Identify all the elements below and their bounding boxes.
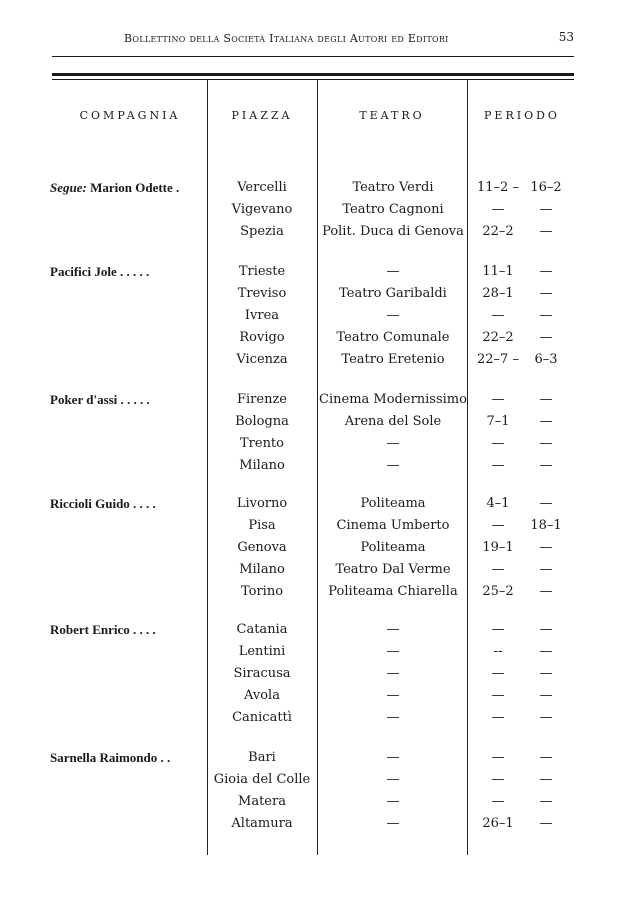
continuation-prefix: Segue: <box>50 180 91 195</box>
piazza-cell: Milano <box>239 562 285 577</box>
piazza-cell: Bari <box>248 750 276 765</box>
teatro-cell: Polit. Duca di Genova <box>322 224 464 239</box>
teatro-cell: — <box>386 750 400 765</box>
piazza-cell: Altamura <box>231 816 293 831</box>
teatro-cell: Arena del Sole <box>344 414 442 429</box>
period-end-cell: — <box>539 584 553 599</box>
piazza-cell: Lentini <box>238 644 286 659</box>
teatro-cell: Politeama Chiarella <box>328 584 458 599</box>
period-start-cell: — <box>491 794 505 809</box>
table-row <box>0 262 631 282</box>
piazza-cell: Genova <box>237 540 287 555</box>
column-header-periodo: PERIODO <box>484 109 560 122</box>
piazza-cell: Treviso <box>237 286 287 301</box>
table-row <box>0 456 631 476</box>
piazza-cell: Catania <box>236 622 288 637</box>
period-start-cell: — <box>491 308 505 323</box>
period-end-cell: — <box>539 688 553 703</box>
piazza-cell: Trento <box>239 436 284 451</box>
period-start-cell: — <box>491 772 505 787</box>
teatro-cell: — <box>386 666 400 681</box>
table-row <box>0 306 631 326</box>
piazza-cell: Vigevano <box>231 202 293 217</box>
table-row <box>0 494 631 514</box>
table-row <box>0 582 631 602</box>
period-start-cell: -- <box>493 644 503 659</box>
piazza-cell: Rovigo <box>239 330 285 345</box>
table-row <box>0 664 631 684</box>
period-start-cell: — <box>491 622 505 637</box>
period-end-cell: — <box>539 392 553 407</box>
period-start-cell: 26–1 <box>482 816 514 831</box>
piazza-cell: Matera <box>238 794 286 809</box>
piazza-cell: Livorno <box>236 496 288 511</box>
piazza-cell: Siracusa <box>233 666 291 681</box>
table-row <box>0 350 631 370</box>
table-row <box>0 434 631 454</box>
piazza-cell: Pisa <box>248 518 276 533</box>
company-name: Pacifici Jole . . . . . <box>50 264 150 279</box>
table-row <box>0 516 631 536</box>
period-end-cell: 18–1 <box>530 518 562 533</box>
piazza-cell: Avola <box>244 688 280 703</box>
teatro-cell: — <box>386 794 400 809</box>
teatro-cell: Teatro Garibaldi <box>339 286 447 301</box>
period-start-cell: — <box>491 436 505 451</box>
teatro-cell: — <box>386 644 400 659</box>
teatro-cell: Teatro Cagnoni <box>342 202 444 217</box>
teatro-cell: Politeama <box>360 496 426 511</box>
period-end-cell: — <box>539 436 553 451</box>
company-name: Sarnella Raimondo . . <box>50 750 171 765</box>
teatro-cell: Teatro Dal Verme <box>335 562 451 577</box>
period-end-cell: — <box>539 644 553 659</box>
period-end-cell: — <box>539 224 553 239</box>
table-row <box>0 814 631 834</box>
period-start-cell: 11–1 <box>482 264 514 279</box>
table-row <box>0 538 631 558</box>
table-row <box>0 178 631 198</box>
column-header-teatro: TEATRO <box>359 109 425 122</box>
piazza-cell: Bologna <box>235 414 289 429</box>
company-cell <box>50 390 210 410</box>
period-end-cell: — <box>539 794 553 809</box>
table-row <box>0 620 631 640</box>
period-start-cell: 7–1 <box>486 414 510 429</box>
page-number: 53 <box>558 30 574 44</box>
period-start-cell: 4–1 <box>486 496 510 511</box>
teatro-cell: — <box>386 688 400 703</box>
piazza-cell: Trieste <box>238 264 286 279</box>
period-start-cell: 22–7 – <box>477 352 519 367</box>
piazza-cell: Torino <box>240 584 284 599</box>
period-start-cell: — <box>491 666 505 681</box>
period-end-cell: — <box>539 264 553 279</box>
table-row <box>0 560 631 580</box>
period-start-cell: — <box>491 750 505 765</box>
period-end-cell: — <box>539 414 553 429</box>
teatro-cell: — <box>386 710 400 725</box>
piazza-cell: Vercelli <box>237 180 287 195</box>
period-start-cell: — <box>491 562 505 577</box>
period-end-cell: — <box>539 622 553 637</box>
column-header-company: COMPAGNIA <box>79 109 181 122</box>
table-row <box>0 686 631 706</box>
table-row <box>0 412 631 432</box>
teatro-cell: Politeama <box>360 540 426 555</box>
piazza-cell: Firenze <box>236 392 287 407</box>
period-end-cell: — <box>539 496 553 511</box>
table-row <box>0 748 631 768</box>
teatro-cell: Teatro Eretenio <box>341 352 445 367</box>
teatro-cell: — <box>386 264 400 279</box>
period-end-cell: — <box>539 750 553 765</box>
period-start-cell: — <box>491 710 505 725</box>
period-start-cell: — <box>491 458 505 473</box>
table-row <box>0 328 631 348</box>
company-name: Riccioli Guido . . . . <box>50 496 156 511</box>
period-start-cell: 22–2 <box>482 224 514 239</box>
column-header-piazza: PIAZZA <box>231 109 293 122</box>
piazza-cell: Milano <box>239 458 285 473</box>
company-cell <box>50 748 210 768</box>
period-start-cell: 19–1 <box>482 540 514 555</box>
teatro-cell: Cinema Umberto <box>336 518 450 533</box>
period-start-cell: 25–2 <box>482 584 514 599</box>
period-start-cell: — <box>491 688 505 703</box>
company-name: Marion Odette . <box>90 180 180 195</box>
table-row <box>0 792 631 812</box>
teatro-cell: — <box>386 458 400 473</box>
period-start-cell: 22–2 <box>482 330 514 345</box>
teatro-cell: — <box>386 772 400 787</box>
period-end-cell: — <box>539 286 553 301</box>
period-start-cell: 11–2 – <box>477 180 519 195</box>
period-end-cell: 6–3 <box>534 352 558 367</box>
teatro-cell: Cinema Modernissimo <box>319 392 467 407</box>
period-start-cell: — <box>491 202 505 217</box>
table-row <box>0 642 631 662</box>
teatro-cell: Teatro Comunale <box>336 330 450 345</box>
period-end-cell: — <box>539 540 553 555</box>
table-row <box>0 770 631 790</box>
period-end-cell: — <box>539 710 553 725</box>
period-end-cell: — <box>539 816 553 831</box>
period-end-cell: — <box>539 666 553 681</box>
piazza-cell: Spezia <box>240 224 284 239</box>
company-name: Poker d'assi . . . . . <box>50 392 150 407</box>
table-row <box>0 390 631 410</box>
teatro-cell: — <box>386 816 400 831</box>
piazza-cell: Canicattì <box>232 710 292 725</box>
company-name: Robert Enrico . . . . <box>50 622 156 637</box>
piazza-cell: Vicenza <box>236 352 288 367</box>
table-row <box>0 200 631 220</box>
piazza-cell: Gioia del Colle <box>213 772 311 787</box>
period-end-cell: — <box>539 772 553 787</box>
company-cell <box>50 262 210 282</box>
period-start-cell: — <box>491 392 505 407</box>
teatro-cell: — <box>386 436 400 451</box>
period-end-cell: — <box>539 330 553 345</box>
period-start-cell: — <box>491 518 505 533</box>
company-cell <box>50 494 210 514</box>
table-row <box>0 284 631 304</box>
period-end-cell: — <box>539 562 553 577</box>
teatro-cell: Teatro Verdi <box>352 180 434 195</box>
table-row <box>0 708 631 728</box>
period-end-cell: — <box>539 202 553 217</box>
company-cell <box>50 620 210 640</box>
period-start-cell: 28–1 <box>482 286 514 301</box>
period-end-cell: — <box>539 308 553 323</box>
running-title: Bollettino della Società Italiana degli Autori ed Editori <box>124 32 449 45</box>
piazza-cell: Ivrea <box>244 308 280 323</box>
period-end-cell: — <box>539 458 553 473</box>
company-cell <box>50 178 210 198</box>
table-row <box>0 222 631 242</box>
teatro-cell: — <box>386 308 400 323</box>
period-end-cell: 16–2 <box>530 180 562 195</box>
teatro-cell: — <box>386 622 400 637</box>
